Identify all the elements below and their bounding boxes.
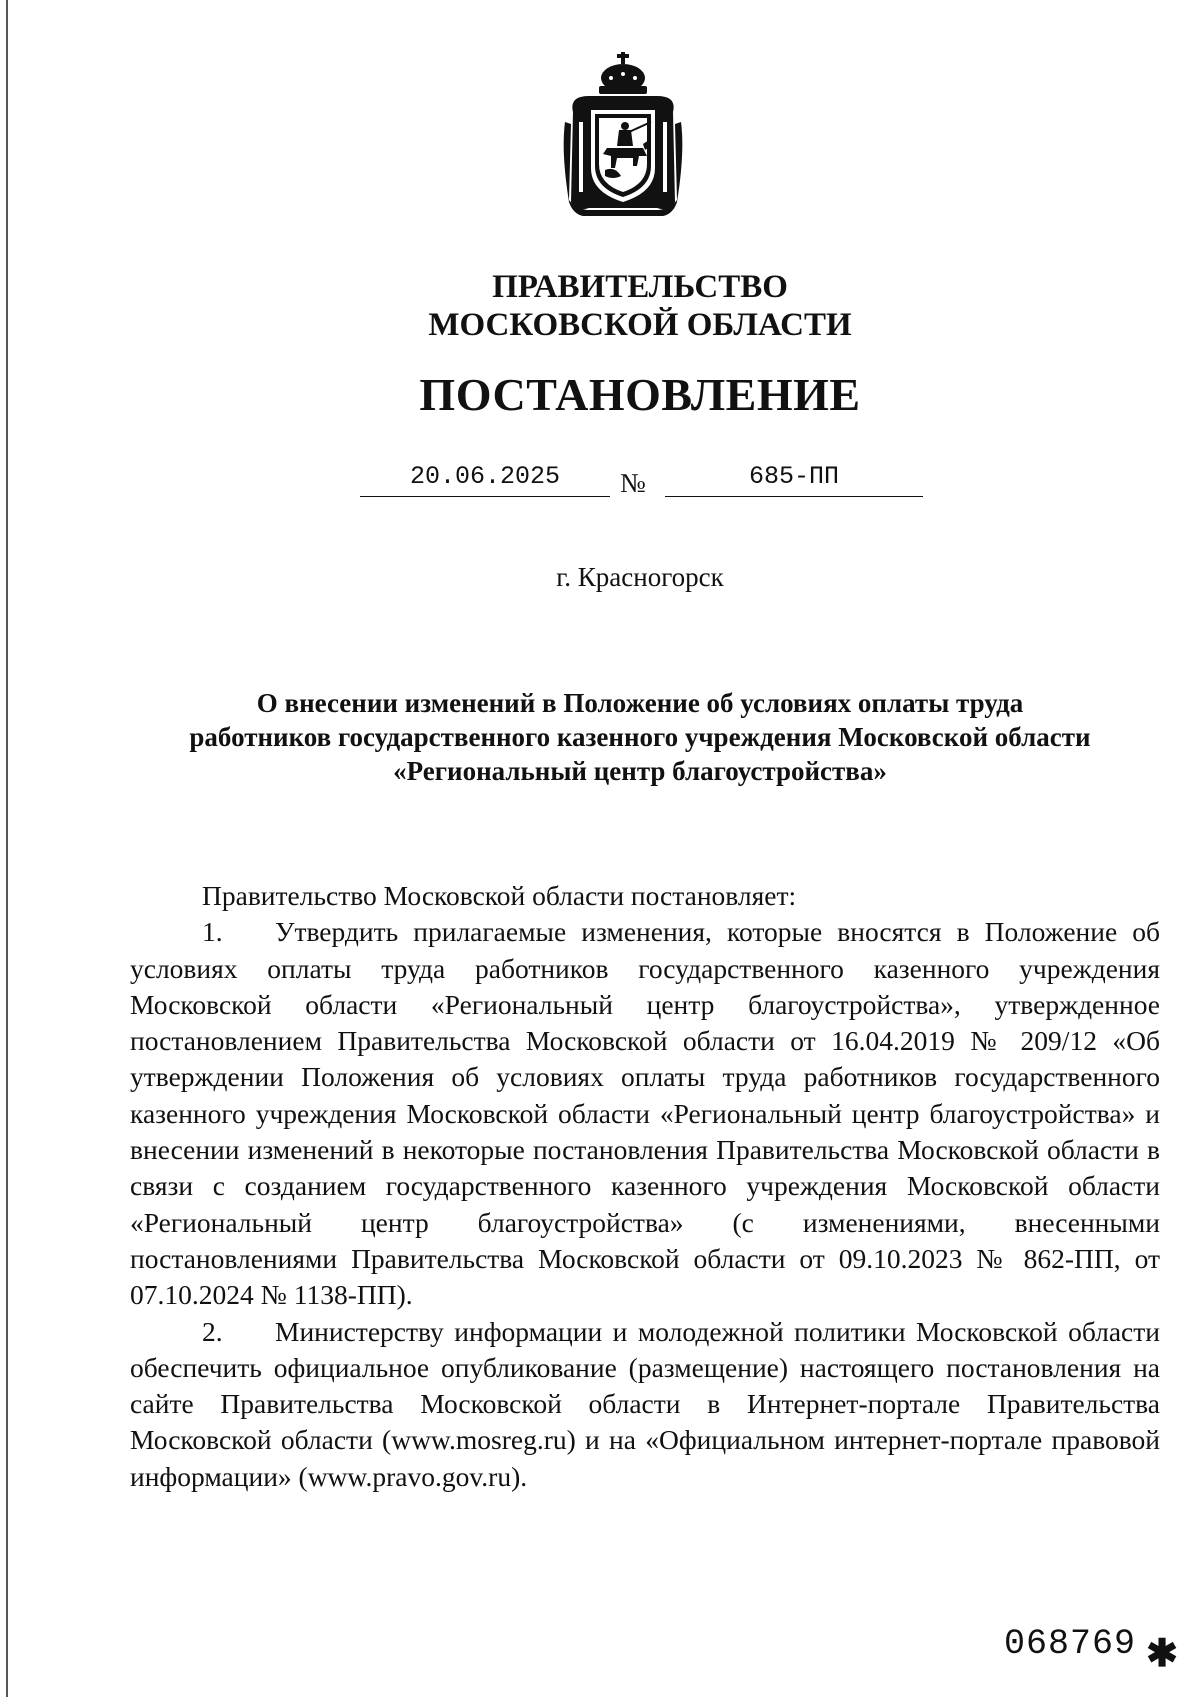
subject-line-3: «Региональный центр благоустройства» xyxy=(393,756,887,786)
asterisk-mark-icon: ✱ xyxy=(1146,1633,1178,1675)
document-body xyxy=(130,878,1160,1495)
government-name-line-2: МОСКОВСКОЙ ОБЛАСТИ xyxy=(428,307,852,343)
item-number: 1. xyxy=(202,916,223,948)
document-date: 20.06.2025 xyxy=(360,458,610,497)
government-name xyxy=(0,268,1200,344)
item-number: 2. xyxy=(202,1315,223,1347)
document-serial-code: 068769 xyxy=(1004,1624,1137,1664)
item-text: Утвердить прилагаемые изменения, которые вносятся в Положение об условиях оплаты труда работников государственного казенного учреждения Московской области «Региональный центр благоустройства», утвержденное постановлением Правительства Московской области от 16.04.2019 № 209/12 «Об утверждении Положения об условиях оплаты труда работников государственного казенного учреждения Московской области «Региональный центр благоустройства» и внесении изменений в некоторые постановления Правительства Московской области в связи с созданием государственного казенного учреждения Московской области «Региональный центр благоустройства» (с изменениями, внесенными постановлениями Правительства Московской области от 09.10.2023 № 862-ПП, от 07.10.2024 № 1138-ПП). xyxy=(130,916,1160,1311)
document-number: 685-ПП xyxy=(665,458,923,497)
subject-line-2: работников государственного казенного учреждения Московской области xyxy=(189,722,1091,752)
document-subject xyxy=(130,686,1150,788)
body-intro: Правительство Московской области постановляет: xyxy=(202,880,797,911)
coat-of-arms-icon xyxy=(559,52,687,220)
government-name-line-1: ПРАВИТЕЛЬСТВО xyxy=(492,269,788,305)
body-item-1 xyxy=(130,914,1160,1313)
item-text: Министерству информации и молодежной политики Московской области обеспечить официальное опубликование (размещение) настоящего постановления на сайте Правительства Московской области в Интернет-портале Правительства Московской области (www.mosreg.ru) и на «Официальном интернет-портале правовой информации» (www.pravo.gov.ru). xyxy=(130,1315,1160,1492)
city-name: г. Красногорск xyxy=(556,562,724,592)
scan-edge-line xyxy=(6,0,8,1697)
document-type-title: ПОСТАНОВЛЕНИЕ xyxy=(419,369,861,420)
body-item-2 xyxy=(130,1314,1160,1495)
number-sign: № xyxy=(620,468,646,498)
subject-line-1: О внесении изменений в Положение об условиях оплаты труда xyxy=(256,688,1024,718)
